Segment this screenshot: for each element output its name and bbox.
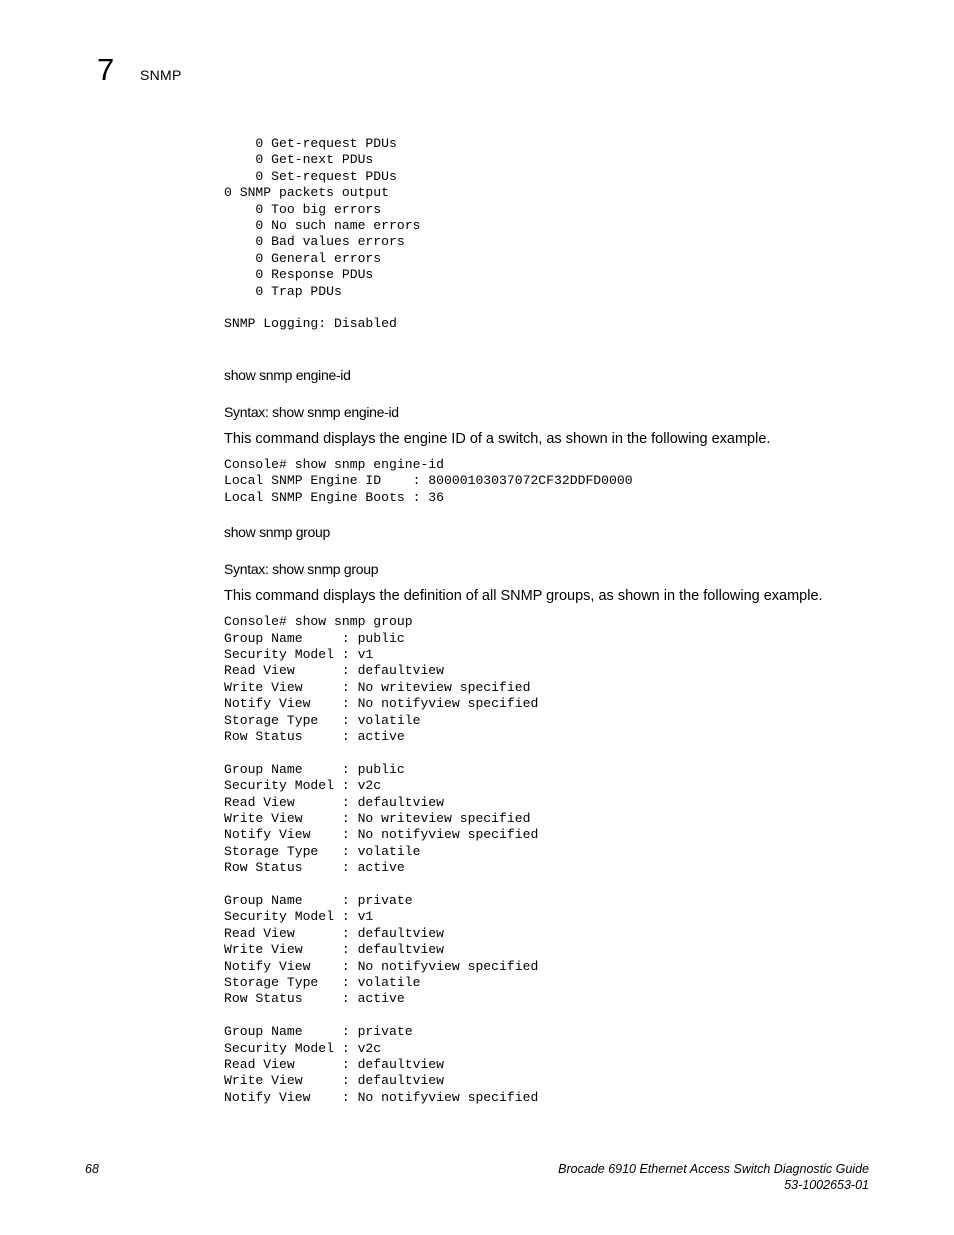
group-syntax: Syntax: show snmp group (224, 561, 379, 578)
engine-id-heading: show snmp engine-id (224, 366, 351, 383)
engine-id-syntax: Syntax: show snmp engine-id (224, 403, 399, 420)
snmp-counters-code-block: 0 Get-request PDUs 0 Get-next PDUs 0 Set-request PDUs 0 SNMP packets output 0 Too big errors 0 No such name errors 0 Bad values errors 0 General errors 0 Response PDUs 0 Trap PDUs SNMP Logging: Disabled (224, 136, 421, 332)
chapter-number: 7 (97, 52, 115, 87)
page-number: 68 (85, 1162, 99, 1176)
footer-doc-info (558, 1161, 869, 1193)
group-heading: show snmp group (224, 524, 331, 541)
guide-title: Brocade 6910 Ethernet Access Switch Diagnostic Guide (558, 1162, 869, 1176)
group-code-block: Console# show snmp group Group Name : public Security Model : v1 Read View : defaultview Write View : No writeview specified Notify View : No notifyview specified Storage Type : volatile Row Status : active Group Name : public Security Model : v2c Read View : defaultview Write View : No writeview specified Notify View : No notifyview specified Storage Type : volatile Row Status : active Group Name : private Security Model : v1 Read View : defaultview Write View : defaultview Notify View : No notifyview specified Storage Type : volatile Row Status : active Group Name : private Security Model : v2c Read View : defaultview Write View : defaultview Notify View : No notifyview specified (224, 614, 539, 1105)
doc-number: 53-1002653-01 (784, 1178, 869, 1192)
group-description: This command displays the definition of all SNMP groups, as shown in the following example. (224, 588, 823, 605)
engine-id-code-block: Console# show snmp engine-id Local SNMP Engine ID : 80000103037072CF32DDFD0000 Local SNMP Engine Boots : 36 (224, 456, 633, 505)
engine-id-description: This command displays the engine ID of a switch, as shown in the following example. (224, 430, 771, 447)
chapter-title: SNMP (140, 67, 182, 83)
page-content (224, 136, 884, 1106)
